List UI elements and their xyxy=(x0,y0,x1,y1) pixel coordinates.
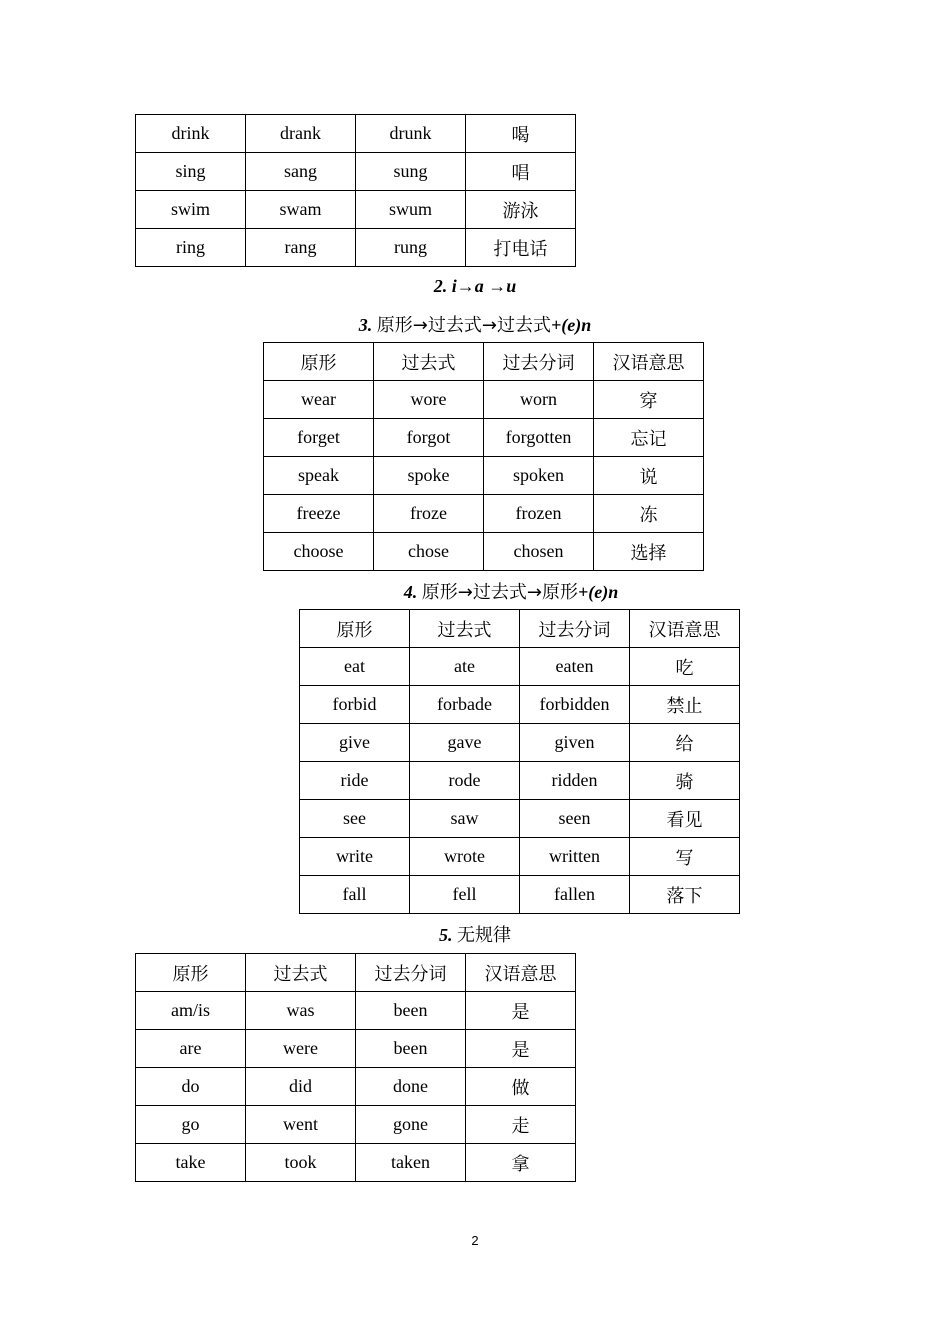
table-cell: 穿 xyxy=(594,381,704,419)
table-cell: 汉语意思 xyxy=(466,954,576,992)
table-cell: see xyxy=(300,800,410,838)
table-cell: 忘记 xyxy=(594,419,704,457)
table-cell: wrote xyxy=(410,838,520,876)
table-cell: 原形 xyxy=(264,343,374,381)
table-cell: 过去分词 xyxy=(356,954,466,992)
table-cell: went xyxy=(246,1106,356,1144)
table-cell: forbade xyxy=(410,686,520,724)
table-row xyxy=(264,495,704,533)
table-cell: sung xyxy=(356,153,466,191)
verb-table-3 xyxy=(263,342,704,571)
table-cell: 是 xyxy=(466,1030,576,1068)
table-row xyxy=(136,1144,576,1182)
table-cell: forget xyxy=(264,419,374,457)
table-row xyxy=(136,191,576,229)
table-cell: wear xyxy=(264,381,374,419)
table-cell: been xyxy=(356,1030,466,1068)
table-cell: eat xyxy=(300,648,410,686)
table-cell: fallen xyxy=(520,876,630,914)
table-cell: 过去分词 xyxy=(520,610,630,648)
table-cell: ring xyxy=(136,229,246,267)
table-cell: gave xyxy=(410,724,520,762)
table-cell: 拿 xyxy=(466,1144,576,1182)
table-row xyxy=(300,762,740,800)
table-cell: choose xyxy=(264,533,374,571)
table-cell: forbidden xyxy=(520,686,630,724)
table-cell: rung xyxy=(356,229,466,267)
table-cell: chosen xyxy=(484,533,594,571)
table-cell: chose xyxy=(374,533,484,571)
table-cell: did xyxy=(246,1068,356,1106)
table-cell: freeze xyxy=(264,495,374,533)
table-row xyxy=(264,419,704,457)
table-cell: fell xyxy=(410,876,520,914)
table-cell: frozen xyxy=(484,495,594,533)
table-cell: gone xyxy=(356,1106,466,1144)
table-cell: speak xyxy=(264,457,374,495)
table-row xyxy=(300,648,740,686)
table-cell: forbid xyxy=(300,686,410,724)
table-cell: are xyxy=(136,1030,246,1068)
table-header-row xyxy=(300,610,740,648)
verb-table-1 xyxy=(135,114,576,267)
table-cell: 禁止 xyxy=(630,686,740,724)
caption-5-number: 5. xyxy=(439,925,453,945)
table-cell: 骑 xyxy=(630,762,740,800)
table-cell: write xyxy=(300,838,410,876)
table-row xyxy=(300,800,740,838)
caption-3-text: 原形→过去式→过去式 xyxy=(376,315,551,336)
table-cell: wore xyxy=(374,381,484,419)
table-cell: were xyxy=(246,1030,356,1068)
table-cell: fall xyxy=(300,876,410,914)
table-cell: 过去分词 xyxy=(484,343,594,381)
table-cell: 游泳 xyxy=(466,191,576,229)
table-cell: ate xyxy=(410,648,520,686)
page-number: 2 xyxy=(471,1233,479,1248)
table-row xyxy=(264,533,704,571)
table-row xyxy=(136,1068,576,1106)
caption-3 xyxy=(0,311,950,337)
table-cell: 喝 xyxy=(466,115,576,153)
table-cell: spoken xyxy=(484,457,594,495)
table-header-row xyxy=(136,954,576,992)
table-cell: worn xyxy=(484,381,594,419)
caption-3-suffix: +(e)n xyxy=(550,315,592,335)
table-cell: spoke xyxy=(374,457,484,495)
table-cell: 打电话 xyxy=(466,229,576,267)
table-cell: am/is xyxy=(136,992,246,1030)
table-row xyxy=(264,381,704,419)
caption-4-number: 4. xyxy=(403,582,418,602)
table-cell: sang xyxy=(246,153,356,191)
table-cell: ridden xyxy=(520,762,630,800)
table-cell: done xyxy=(356,1068,466,1106)
table-cell: drank xyxy=(246,115,356,153)
table-cell: 说 xyxy=(594,457,704,495)
verb-table-5 xyxy=(135,953,576,1182)
caption-2-text: 2. i→a →u xyxy=(433,276,517,296)
table-cell: 走 xyxy=(466,1106,576,1144)
table-cell: forgotten xyxy=(484,419,594,457)
table-cell: do xyxy=(136,1068,246,1106)
table-cell: 落下 xyxy=(630,876,740,914)
table-cell: drink xyxy=(136,115,246,153)
table-cell: 看见 xyxy=(630,800,740,838)
table-cell: 冻 xyxy=(594,495,704,533)
table-cell: 唱 xyxy=(466,153,576,191)
table-cell: drunk xyxy=(356,115,466,153)
table-cell: ride xyxy=(300,762,410,800)
table-cell: rode xyxy=(410,762,520,800)
table-cell: 汉语意思 xyxy=(594,343,704,381)
table-cell: 过去式 xyxy=(410,610,520,648)
table-cell: took xyxy=(246,1144,356,1182)
table-cell: 选择 xyxy=(594,533,704,571)
table-cell: was xyxy=(246,992,356,1030)
verb-table-4 xyxy=(299,609,740,914)
table-row xyxy=(136,1106,576,1144)
table-cell: take xyxy=(136,1144,246,1182)
caption-4-text: 原形→过去式→原形 xyxy=(421,582,578,603)
table-cell: 原形 xyxy=(300,610,410,648)
table-cell: 过去式 xyxy=(246,954,356,992)
table-cell: sing xyxy=(136,153,246,191)
table-cell: go xyxy=(136,1106,246,1144)
table-cell: forgot xyxy=(374,419,484,457)
table-cell: eaten xyxy=(520,648,630,686)
caption-3-number: 3. xyxy=(358,315,373,335)
table-cell: swum xyxy=(356,191,466,229)
caption-4-suffix: +(e)n xyxy=(577,582,619,602)
table-cell: seen xyxy=(520,800,630,838)
table-cell: saw xyxy=(410,800,520,838)
table-cell: 吃 xyxy=(630,648,740,686)
table-row xyxy=(300,876,740,914)
table-row xyxy=(136,115,576,153)
table-cell: 汉语意思 xyxy=(630,610,740,648)
caption-2 xyxy=(0,276,950,297)
table-row xyxy=(136,229,576,267)
table-cell: taken xyxy=(356,1144,466,1182)
table-cell: 过去式 xyxy=(374,343,484,381)
table-row xyxy=(300,724,740,762)
table-cell: written xyxy=(520,838,630,876)
table-row xyxy=(136,153,576,191)
table-cell: given xyxy=(520,724,630,762)
caption-5 xyxy=(0,921,950,947)
table-cell: 写 xyxy=(630,838,740,876)
table-cell: swam xyxy=(246,191,356,229)
table-cell: swim xyxy=(136,191,246,229)
table-row xyxy=(264,457,704,495)
caption-5-text: 无规律 xyxy=(457,925,511,946)
table-cell: been xyxy=(356,992,466,1030)
table-cell: 给 xyxy=(630,724,740,762)
table-cell: rang xyxy=(246,229,356,267)
table-cell: froze xyxy=(374,495,484,533)
table-row xyxy=(300,686,740,724)
table-row xyxy=(136,992,576,1030)
table-row xyxy=(136,1030,576,1068)
table-header-row xyxy=(264,343,704,381)
table-cell: 做 xyxy=(466,1068,576,1106)
table-cell: 是 xyxy=(466,992,576,1030)
table-cell: 原形 xyxy=(136,954,246,992)
table-cell: give xyxy=(300,724,410,762)
table-row xyxy=(300,838,740,876)
caption-4 xyxy=(0,578,950,604)
